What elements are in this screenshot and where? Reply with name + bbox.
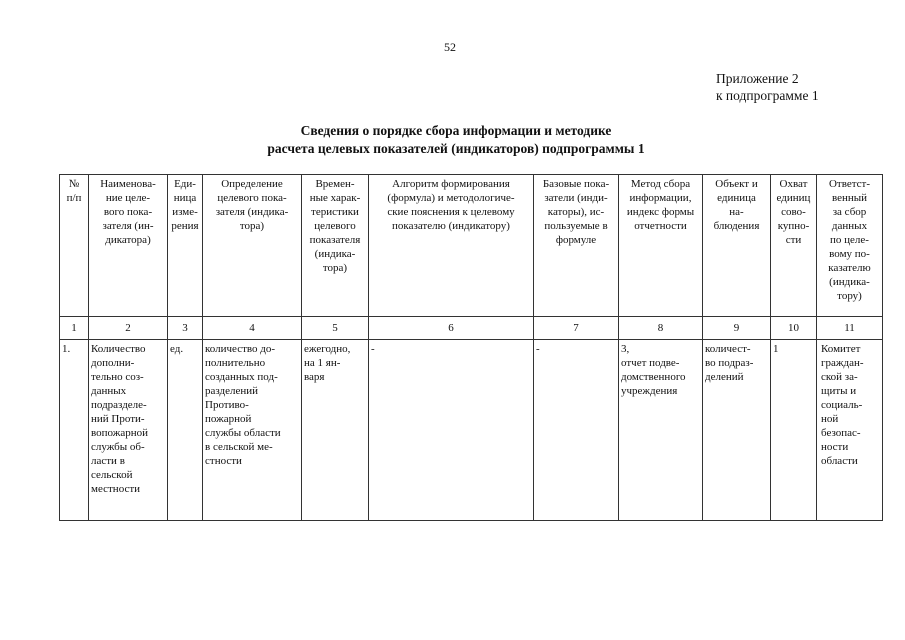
- cell-line: казателю: [828, 262, 871, 274]
- cell-line: разделений: [205, 385, 259, 397]
- table-cell: [203, 340, 302, 521]
- header-cell: [771, 175, 817, 317]
- cell-line: Комитет: [821, 343, 861, 355]
- cell-line: вому по-: [829, 248, 870, 260]
- cell-line: пользуемые в: [544, 220, 608, 232]
- cell-line: отчетности: [634, 220, 687, 232]
- table-cell: [619, 340, 703, 521]
- cell-line: варя: [304, 371, 325, 383]
- cell-line: Наименова-: [100, 178, 156, 190]
- cell-line: единица: [717, 192, 756, 204]
- cell-line: Метод сбора: [630, 178, 691, 190]
- cell-line: местности: [91, 483, 141, 495]
- cell-line: полнительно: [205, 357, 266, 369]
- cell-line: тора): [322, 262, 348, 274]
- appendix-line-2: к подпрограмме 1: [716, 88, 819, 103]
- cell-line: тору): [837, 290, 862, 302]
- cell-line: -: [536, 343, 540, 355]
- table-cell: [534, 340, 619, 521]
- cell-line: дикатора): [105, 234, 151, 246]
- table-cell: [60, 340, 89, 521]
- column-number-cell: 10: [771, 317, 817, 340]
- header-cell: [619, 175, 703, 317]
- header-cell: [534, 175, 619, 317]
- cell-line: зателя (индика-: [215, 206, 289, 218]
- cell-line: ные харак-: [309, 192, 361, 204]
- title-line-2: расчета целевых показателей (индикаторов) подпрограммы 1: [267, 141, 645, 156]
- header-cell: [703, 175, 771, 317]
- cell-line: купно-: [777, 220, 810, 232]
- cell-line: индекс формы: [626, 206, 695, 218]
- column-number-cell: 9: [703, 317, 771, 340]
- header-cell: [203, 175, 302, 317]
- cell-line: во подраз-: [705, 357, 754, 369]
- header-cell: [89, 175, 168, 317]
- table-cell: [89, 340, 168, 521]
- cell-line: тельно соз-: [91, 371, 144, 383]
- cell-line: показателю (индикатору): [392, 220, 510, 232]
- cell-line: созданных под-: [205, 371, 278, 383]
- cell-line: ласти в: [91, 455, 125, 467]
- cell-line: (индика-: [314, 248, 356, 260]
- cell-line: теристики: [311, 206, 359, 218]
- column-number-cell: 5: [302, 317, 369, 340]
- column-number-cell: 1: [60, 317, 89, 340]
- cell-line: формуле: [555, 234, 597, 246]
- cell-line: изме-: [172, 206, 198, 218]
- cell-line: сово-: [781, 206, 806, 218]
- table-cell: [168, 340, 203, 521]
- cell-line: 1.: [62, 343, 71, 355]
- cell-line: ские пояснения к целевому: [387, 206, 515, 218]
- cell-line: службы об-: [91, 441, 145, 453]
- table-header-row: [60, 175, 883, 317]
- column-number-cell: 3: [168, 317, 203, 340]
- cell-line: по целе-: [830, 234, 869, 246]
- cell-line: данных: [831, 220, 868, 232]
- cell-line: 1: [773, 343, 779, 355]
- cell-line: ской за-: [821, 371, 858, 383]
- cell-line: области: [821, 455, 858, 467]
- cell-line: рения: [171, 220, 199, 232]
- cell-line: подразделе-: [91, 399, 147, 411]
- cell-line: п/п: [66, 192, 82, 204]
- cell-line: Определение: [221, 178, 283, 190]
- cell-line: социаль-: [821, 399, 863, 411]
- cell-line: на 1 ян-: [304, 357, 341, 369]
- cell-line: делений: [705, 371, 744, 383]
- table-cell: [302, 340, 369, 521]
- cell-line: затели (инди-: [544, 192, 608, 204]
- cell-line: ед.: [170, 343, 184, 355]
- table-row: [60, 340, 883, 521]
- page-number: 52: [444, 40, 456, 54]
- cell-line: единиц: [776, 192, 811, 204]
- column-number-cell: 7: [534, 317, 619, 340]
- cell-line: количество до-: [205, 343, 276, 355]
- cell-line: ной: [821, 413, 839, 425]
- cell-line: 3,: [621, 343, 630, 355]
- cell-line: (индика-: [829, 276, 870, 288]
- cell-line: стности: [205, 455, 242, 467]
- column-number-cell: 11: [817, 317, 883, 340]
- title-line-1: Сведения о порядке сбора информации и методике: [300, 123, 612, 138]
- cell-line: отчет подве-: [621, 357, 680, 369]
- cell-line: дополни-: [91, 357, 135, 369]
- cell-line: граждан-: [821, 357, 864, 369]
- cell-line: данных: [91, 385, 127, 397]
- cell-line: зателя (ин-: [102, 220, 154, 232]
- cell-line: службы области: [205, 427, 281, 439]
- document-title: [60, 122, 852, 158]
- cell-line: Противо-: [205, 399, 249, 411]
- table-cell: [817, 340, 883, 521]
- cell-line: учреждения: [621, 385, 678, 397]
- appendix-line-1: Приложение 2: [716, 71, 799, 86]
- cell-line: вопожарной: [91, 427, 148, 439]
- cell-line: целевого пока-: [217, 192, 287, 204]
- header-cell: [302, 175, 369, 317]
- column-number-row: [60, 317, 883, 340]
- cell-line: безопас-: [821, 427, 861, 439]
- cell-line: ние целе-: [105, 192, 151, 204]
- cell-line: на-: [729, 206, 744, 218]
- column-number-cell: 6: [369, 317, 534, 340]
- cell-line: ности: [821, 441, 849, 453]
- column-number-cell: 4: [203, 317, 302, 340]
- cell-line: -: [371, 343, 375, 355]
- cell-line: ний Проти-: [91, 413, 145, 425]
- indicators-table: [59, 174, 883, 521]
- cell-line: вого пока-: [103, 206, 153, 218]
- cell-line: Объект и: [715, 178, 758, 190]
- cell-line: Базовые пока-: [542, 178, 610, 190]
- header-cell: [817, 175, 883, 317]
- cell-line: за сбор: [832, 206, 867, 218]
- cell-line: ежегодно,: [304, 343, 351, 355]
- cell-line: Еди-: [174, 178, 196, 190]
- cell-line: №: [68, 178, 80, 190]
- cell-line: щиты и: [821, 385, 857, 397]
- header-cell: [60, 175, 89, 317]
- cell-line: блюдения: [713, 220, 760, 232]
- appendix-note: [716, 70, 819, 104]
- cell-line: в сельской ме-: [205, 441, 273, 453]
- column-number-cell: 8: [619, 317, 703, 340]
- cell-line: сти: [785, 234, 802, 246]
- cell-line: ница: [173, 192, 197, 204]
- header-cell: [369, 175, 534, 317]
- cell-line: количест-: [705, 343, 751, 355]
- table-cell: [771, 340, 817, 521]
- cell-line: целевого: [314, 220, 356, 232]
- cell-line: (формула) и методологиче-: [387, 192, 515, 204]
- table-cell: [369, 340, 534, 521]
- cell-line: пожарной: [205, 413, 252, 425]
- cell-line: Охват: [779, 178, 808, 190]
- cell-line: венный: [831, 192, 868, 204]
- cell-line: Алгоритм формирования: [392, 178, 510, 190]
- cell-line: информации,: [629, 192, 692, 204]
- cell-line: каторы), ис-: [547, 206, 605, 218]
- header-cell: [168, 175, 203, 317]
- cell-line: сельской: [91, 469, 133, 481]
- cell-line: Времен-: [315, 178, 355, 190]
- cell-line: домственного: [621, 371, 686, 383]
- cell-line: Ответст-: [828, 178, 871, 190]
- cell-line: тора): [239, 220, 265, 232]
- column-number-cell: 2: [89, 317, 168, 340]
- cell-line: Количество: [91, 343, 146, 355]
- table-cell: [703, 340, 771, 521]
- cell-line: показателя: [309, 234, 361, 246]
